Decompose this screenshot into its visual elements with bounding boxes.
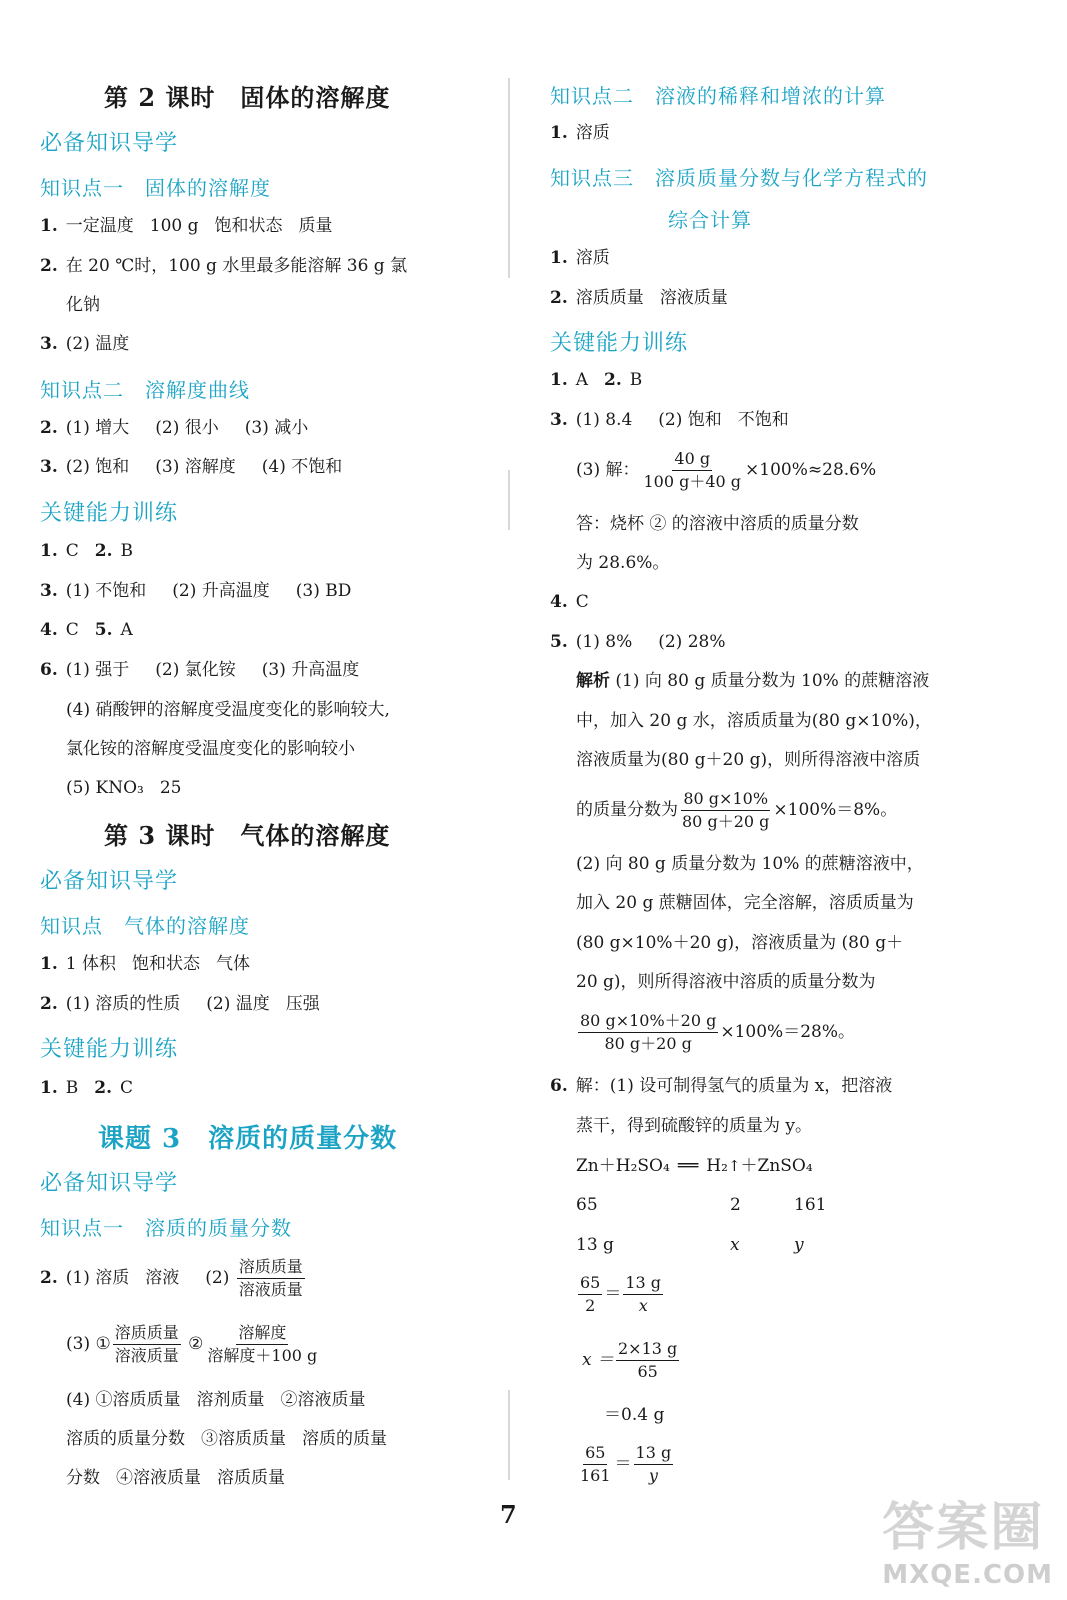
kp2-dilution-title: 知识点二 溶液的稀释和增浓的计算 — [550, 84, 886, 108]
mf-item-2: 2. (1) 溶质 溶液 (2) $\frac{\text{溶质质量}}{\text{溶液质量}}$ — [40, 1257, 303, 1299]
kp3-item-2: 2. 溶质质量 溶液质量 — [550, 288, 728, 308]
analysis-2c: (80 g×10%＋20 g)，溶液质量为 (80 g＋ — [576, 933, 904, 953]
training-item-6-5: (5) KNO₃ 25 — [66, 778, 182, 798]
mf-item-4-line3: 分数 ④溶液质量 溶质质量 — [66, 1468, 285, 1488]
fraction: $\frac{13 g}{y}$ — [635, 1443, 672, 1485]
kp1-item-2: 2. 在 20 ℃时，100 g 水里最多能溶解 36 g 氯 — [40, 256, 408, 276]
section-training-r: 关键能力训练 — [550, 331, 689, 356]
ratio-eq-1: $\frac{65}{2}$ ＝ $\frac{13 g}{x}$ — [580, 1273, 662, 1315]
chemical-equation: Zn＋H₂SO₄ ══ H₂↑＋ZnSO₄ — [576, 1156, 813, 1176]
kp-gas-title: 知识点 气体的溶解度 — [40, 914, 250, 938]
section-guide-2: 必备知识导学 — [40, 869, 179, 894]
training-item-4-5: 4. C 5. A — [40, 620, 133, 640]
fraction: $\frac{\text{溶质质量}}{\text{溶液质量}}$ — [114, 1323, 179, 1365]
kp2-item-3: 3. (2) 饱和 (3) 溶解度 (4) 不饱和 — [40, 457, 343, 477]
kp3-title-cont: 综合计算 — [668, 208, 752, 232]
kp2-item-2: 2. (1) 增大 (2) 很小 (3) 减小 — [40, 418, 309, 438]
r-training-6: 6. 解：(1) 设可制得氢气的质量为 x，把溶液 — [550, 1076, 893, 1096]
kp-mass-fraction-title: 知识点一 溶质的质量分数 — [40, 1216, 292, 1240]
column-divider — [508, 470, 510, 530]
fraction: $\frac{\text{溶解度}}{\text{溶解度＋100 g}}$ — [207, 1323, 318, 1365]
given-mass-row: 13 g x y — [576, 1235, 804, 1255]
r-training-5: 5. (1) 8% (2) 28% — [550, 632, 726, 652]
solve-x: x ＝ $\frac{2\times 13 g}{65}$ — [582, 1339, 678, 1381]
column-divider — [508, 1390, 510, 1480]
fraction: $\frac{65}{161}$ — [580, 1443, 611, 1485]
molar-mass-row: 65 2 161 — [576, 1195, 827, 1215]
fraction: $\frac{\text{溶质质量}}{\text{溶液质量}}$ — [238, 1257, 303, 1299]
topic-3-title: 课题 3 溶质的质量分数 — [98, 1124, 398, 1154]
r-training-3-answer: 答：烧杯 ② 的溶液中溶质的质量分数 — [576, 514, 859, 534]
r-training-3-answer-cont: 为 28.6%。 — [576, 553, 670, 573]
watermark-logo: 答案圈 MXQE.COM — [882, 1498, 1053, 1590]
gas-arrow-icon: ↑ — [727, 1157, 741, 1175]
fraction: $\frac{80 g\times 10\%}{80 g+20 g}$ — [682, 789, 770, 831]
fraction: $\frac{65}{2}$ — [580, 1273, 601, 1315]
training-item-3: 3. (1) 不饱和 (2) 升高温度 (3) BD — [40, 581, 352, 601]
page-number: 7 — [500, 1500, 517, 1529]
section-guide: 必备知识导学 — [40, 131, 179, 156]
r-training-3: 3. (1) 8.4 (2) 饱和 不饱和 — [550, 410, 789, 430]
column-divider — [508, 78, 510, 278]
analysis-1d: 的质量分数为 $\frac{80 g\times 10\%}{80 g+20 g}$ ×100%＝8%。 — [576, 789, 898, 831]
gas-training-1-2: 1. B 2. C — [40, 1078, 134, 1098]
mf-item-3: (3) ① $\frac{\text{溶质质量}}{\text{溶液质量}}$ ② $\frac{\text{溶解度}}{\text{溶解度＋100 g}}$ — [66, 1323, 318, 1365]
r-training-6-cont: 蒸干，得到硫酸锌的质量为 y。 — [576, 1116, 813, 1136]
analysis-1c: 溶液质量为(80 g＋20 g)，则所得溶液中溶质 — [576, 750, 921, 770]
kp1-item-2-cont: 化钠 — [66, 295, 100, 315]
kp2-title: 知识点二 溶解度曲线 — [40, 378, 250, 402]
analysis-1b: 中，加入 20 g 水，溶质质量为(80 g×10%)， — [576, 711, 932, 731]
r-training-4: 4. C — [550, 592, 589, 612]
r-training-3-3: (3) 解： $\frac{40 g}{100 g+40 g}$ ×100%≈28.6% — [576, 449, 877, 491]
fraction: $\frac{40 g}{100 g+40 g}$ — [643, 449, 742, 491]
fraction: $\frac{2\times 13 g}{65}$ — [618, 1339, 678, 1381]
r-training-1-2: 1. A 2. B — [550, 370, 643, 390]
kp1-item-3: 3. (2) 温度 — [40, 334, 130, 354]
fraction: $\frac{13 g}{x}$ — [625, 1273, 662, 1315]
analysis-2b: 加入 20 g 蔗糖固体，完全溶解，溶质质量为 — [576, 893, 914, 913]
analysis-2a: (2) 向 80 g 质量分数为 10% 的蔗糖溶液中， — [576, 854, 924, 874]
section-training-2: 关键能力训练 — [40, 1037, 179, 1062]
solve-x-result: ＝0.4 g — [604, 1405, 665, 1425]
training-item-6: 6. (1) 强于 (2) 氯化铵 (3) 升高温度 — [40, 660, 360, 680]
kp1-title: 知识点一 固体的溶解度 — [40, 176, 271, 200]
lesson-3-title: 第 3 课时 气体的溶解度 — [104, 821, 391, 850]
mf-item-4-line2: 溶质的质量分数 ③溶质质量 溶质的质量 — [66, 1429, 387, 1449]
kp1-item-1: 1. 一定温度 100 g 饱和状态 质量 — [40, 216, 333, 236]
lesson-2-title: 第 2 课时 固体的溶解度 — [104, 83, 391, 112]
mf-item-4-line1: (4) ①溶质质量 溶剂质量 ②溶液质量 — [66, 1390, 366, 1410]
kp2-item-1: 1. 溶质 — [550, 123, 610, 143]
fraction: $\frac{80 g\times 10\%+20 g}{80 g+20 g}$ — [580, 1011, 717, 1053]
analysis-1a: 解析 (1) 向 80 g 质量分数为 10% 的蔗糖溶液 — [576, 671, 930, 691]
gas-item-1: 1. 1 体积 饱和状态 气体 — [40, 954, 250, 974]
analysis-2e: $\frac{80 g\times 10\%+20 g}{80 g+20 g}$ ×100%＝28%。 — [580, 1011, 855, 1053]
section-training: 关键能力训练 — [40, 501, 179, 526]
gas-item-2: 2. (1) 溶质的性质 (2) 温度 压强 — [40, 994, 320, 1014]
kp3-title: 知识点三 溶质质量分数与化学方程式的 — [550, 166, 928, 190]
ratio-eq-2: $\frac{65}{161}$ ＝ $\frac{13 g}{y}$ — [580, 1443, 672, 1485]
analysis-2d: 20 g)，则所得溶液中溶质的质量分数为 — [576, 972, 876, 992]
training-item-6-4b: 氯化铵的溶解度受温度变化的影响较小 — [66, 739, 355, 759]
training-item-1-2: 1. C 2. B — [40, 541, 134, 561]
kp3-item-1: 1. 溶质 — [550, 248, 610, 268]
training-item-6-4a: (4) 硝酸钾的溶解度受温度变化的影响较大, — [66, 700, 390, 720]
section-guide-3: 必备知识导学 — [40, 1171, 179, 1196]
